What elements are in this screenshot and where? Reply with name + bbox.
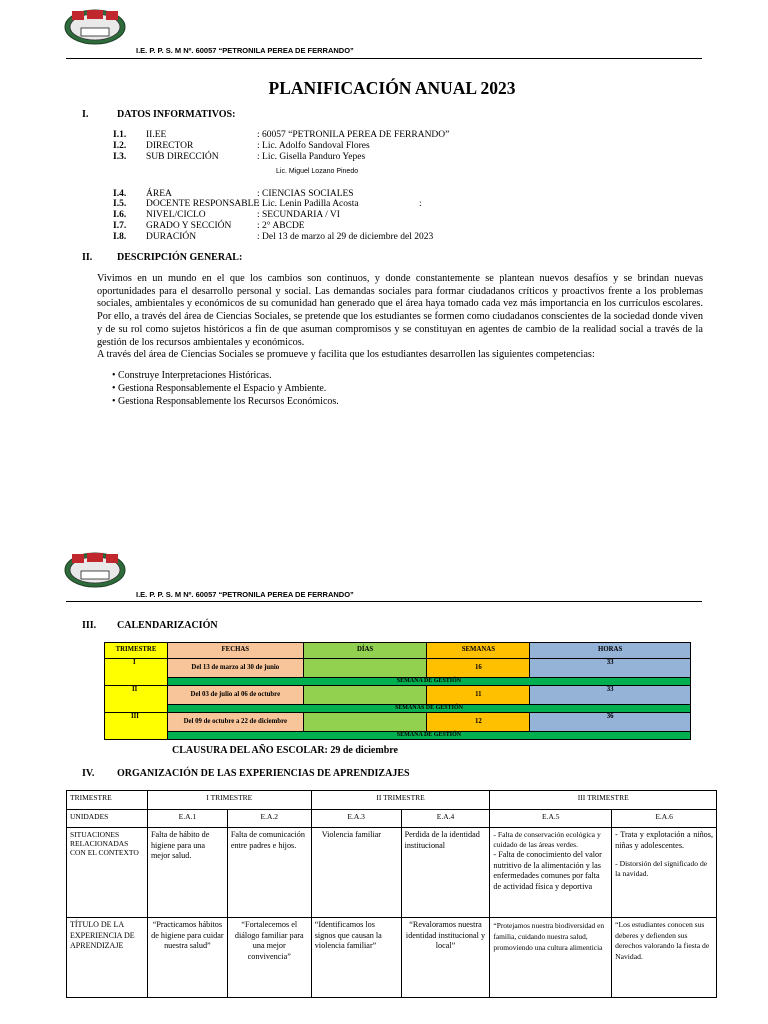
header-cell: E.A.2: [227, 810, 311, 828]
school-header: I.E. P. P. S. M Nº. 60057 “PETRONILA PEREA DE FERRANDO”: [136, 46, 354, 55]
days-cell: [303, 686, 427, 705]
header-cell: TRIMESTRE: [67, 791, 148, 810]
title-cell: “Identificamos los signos que causan la violencia familiar”: [311, 918, 401, 998]
situation-cell: Falta de comunicación entre padres e hijos.: [227, 828, 311, 918]
weeks-cell: 16: [427, 659, 530, 678]
header-cell: I TRIMESTRE: [147, 791, 311, 810]
description-paragraph: Vivimos en un mundo en el que los cambios son continuos, y donde constantemente se plantean nuevos desafíos y se brindan nuevas oportunidades para el desarrollo personal y social. Las demandas sociales para formar ciudadanos críticos y proactivos frente a los problemas sociales, ambientales y económicos de su comunidad han generado que el área haya tomado cada vez más importancia en los currículos escolares. Por ello, a través del área de Ciencias Sociales, se pretende que los estudiantes se formen como ciudadanos conscientes de la sociedad donde viven y de su rol como sujetos históricos a fin de que asuman compromisos y se constituyan en agentes de cambio de la realidad social a través de la gestión de los recursos ambientales y económicos.: [97, 273, 703, 348]
col-header: FECHAS: [167, 643, 303, 659]
row-label: TÍTULO DE LA EXPERIENCIA DE APRENDIZAJE: [67, 918, 148, 998]
situation-cell: [490, 828, 612, 918]
page-title: PLANIFICACIÓN ANUAL 2023: [268, 78, 516, 98]
dates-cell: Del 13 de marzo al 30 de junio: [167, 659, 303, 678]
competency-item: • Gestiona Responsablemente los Recursos Económicos.: [112, 396, 339, 407]
school-seal-icon: [64, 552, 126, 588]
header-cell: UNIDADES: [67, 810, 148, 828]
info-extra: Lic. Miguel Lozano Pinedo: [276, 168, 359, 175]
section-2-number: II.: [82, 252, 93, 263]
header-rule: [66, 58, 702, 59]
closing-note: CLAUSURA DEL AÑO ESCOLAR: 29 de diciembre: [172, 745, 398, 756]
section-4-number: IV.: [82, 768, 95, 779]
section-1-number: I.: [82, 109, 89, 120]
competency-item: • Gestiona Responsablemente el Espacio y Ambiente.: [112, 383, 327, 394]
section-2-title: DESCRIPCIÓN GENERAL:: [117, 252, 243, 263]
header-rule: [66, 601, 702, 602]
title-cell: “Revaloramos nuestra identidad institucional y local”: [401, 918, 490, 998]
header-cell: E.A.1: [147, 810, 227, 828]
hours-cell: 33: [530, 686, 691, 705]
section-1-title: DATOS INFORMATIVOS:: [117, 109, 236, 120]
situation-cell: Perdida de la identidad institucional: [401, 828, 490, 918]
trimester-cell: II: [105, 686, 168, 713]
section-3-title: CALENDARIZACIÓN: [117, 620, 218, 631]
trimester-cell: I: [105, 659, 168, 686]
situation-cell: [612, 828, 717, 918]
days-cell: [303, 713, 427, 732]
school-header: I.E. P. P. S. M Nº. 60057 “PETRONILA PEREA DE FERRANDO”: [136, 590, 354, 599]
title-cell: “Protejamos nuestra biodiversidad en familia, cuidando nuestra salud, promoviendo una cultura alimenticia: [490, 918, 612, 998]
header-cell: E.A.5: [490, 810, 612, 828]
header-cell: E.A.3: [311, 810, 401, 828]
hours-cell: 36: [530, 713, 691, 732]
weeks-cell: 12: [427, 713, 530, 732]
dates-cell: Del 03 de julio al 06 de octubre: [167, 686, 303, 705]
experiences-table: [66, 790, 717, 998]
dates-cell: Del 09 de octubre a 22 de diciembre: [167, 713, 303, 732]
management-band: SEMANA DE GESTIÓN: [167, 678, 690, 686]
days-cell: [303, 659, 427, 678]
situation-text: - Trata y explotación a niños, niñas y adolescentes.: [615, 830, 713, 850]
situation-text: - Falta de conocimiento del valor nutritivo de la alimentación y las enfermedades comunes por falta de actividad física y deportiva: [493, 850, 602, 891]
header-cell: II TRIMESTRE: [311, 791, 490, 810]
situation-text: - Falta de conservación ecológica y cuidado de las áreas verdes.: [493, 830, 601, 849]
section-4-title: ORGANIZACIÓN DE LAS EXPERIENCIAS DE APRENDIZAJES: [117, 768, 410, 779]
section-3-number: III.: [82, 620, 97, 631]
calendar-table: [104, 642, 691, 740]
school-logo: [64, 552, 126, 588]
management-band: SEMANA DE GESTIÓN: [167, 732, 690, 740]
title-cell: “Fortalecemos el diálogo familiar para una mejor convivencia”: [227, 918, 311, 998]
col-header: DÍAS: [303, 643, 427, 659]
col-header: SEMANAS: [427, 643, 530, 659]
header-cell: E.A.4: [401, 810, 490, 828]
weeks-cell: 11: [427, 686, 530, 705]
col-header: TRIMESTRE: [105, 643, 168, 659]
header-cell: E.A.6: [612, 810, 717, 828]
trimester-cell: III: [105, 713, 168, 740]
competency-item: • Construye Interpretaciones Históricas.: [112, 370, 272, 381]
description-paragraph: A través del área de Ciencias Sociales se promueve y facilita que los estudiantes desarrollen las siguientes competencias:: [97, 349, 595, 360]
situation-cell: Violencia familiar: [311, 828, 401, 918]
title-cell: “Los estudiantes conocen sus deberes y defienden sus derechos valorando la fiesta de Navidad.: [612, 918, 717, 998]
header-cell: III TRIMESTRE: [490, 791, 717, 810]
situation-cell: Falta de hábito de higiene para una mejor salud.: [147, 828, 227, 918]
school-seal-icon: [64, 9, 126, 45]
col-header: HORAS: [530, 643, 691, 659]
situation-text: - Distorsión del significado de la navidad.: [615, 859, 708, 878]
row-label: SITUACIONES RELACIONADAS CON EL CONTEXTO: [67, 828, 148, 918]
hours-cell: 33: [530, 659, 691, 678]
title-cell: “Practicamos hábitos de higiene para cuidar nuestra salud”: [147, 918, 227, 998]
management-band: SEMANAS DE GESTIÓN: [167, 705, 690, 713]
school-logo: [64, 9, 126, 45]
